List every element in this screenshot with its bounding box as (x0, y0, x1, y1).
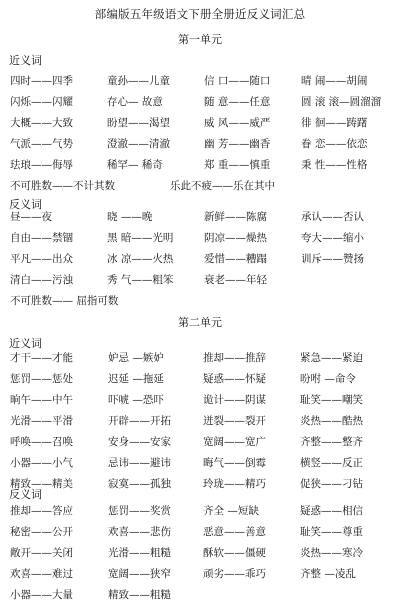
table-row (10, 91, 398, 112)
table-row (10, 521, 398, 542)
word-pair: 耻笑——嘲笑 (300, 394, 363, 406)
table-row (10, 563, 398, 584)
word-pair: 精致——精美 (10, 478, 73, 490)
word-pair: 欢喜——难过 (10, 568, 73, 580)
table-row (10, 206, 398, 227)
word-pair: 衰老——年轻 (204, 274, 267, 286)
word-pair: 光滑——平滑 (10, 415, 73, 427)
word-pair: 顽劣——乖巧 (203, 568, 266, 580)
word-pair: 齐整——整齐 (300, 436, 363, 448)
table-row (10, 368, 398, 389)
word-pair: 寂寞——孤独 (108, 478, 171, 490)
word-pair: 才干——才能 (10, 352, 73, 364)
table-row (10, 347, 398, 368)
word-pair: 小器——小气 (10, 457, 73, 469)
unit1-heading: 第一单元 (178, 33, 222, 46)
word-pair: 疑惑——相信 (300, 505, 363, 517)
word-pair: 吓唬 —恐吓 (108, 394, 164, 406)
word-pair: 幽 芳——幽香 (204, 138, 271, 150)
word-pair: 存心— 故意 (107, 96, 163, 108)
word-pair: 秘密——公开 (10, 526, 73, 538)
table-row (10, 154, 398, 175)
word-pair: 不可胜数——不计其数 (10, 180, 115, 192)
word-pair: 昼——夜 (10, 211, 52, 223)
unit2-antonyms-grid (10, 500, 398, 605)
table-row (10, 584, 398, 605)
unit2-synonyms-label: 近义词 (9, 337, 42, 350)
word-pair: 宽阔——狭窄 (108, 568, 171, 580)
word-pair: 威 风——威严 (204, 117, 271, 129)
word-pair: 爱惜——糟蹋 (204, 253, 267, 265)
unit1-synonyms-grid (10, 70, 398, 175)
word-pair: 珐琅——侮辱 (10, 159, 73, 171)
word-pair: 随 意——任意 (204, 96, 271, 108)
word-pair: 训斥——赞扬 (301, 253, 364, 265)
word-pair: 玲珑——精巧 (203, 478, 266, 490)
word-pair: 四时——四季 (10, 75, 73, 87)
word-pair: 精致——粗糙 (108, 589, 171, 601)
table-row (10, 70, 398, 91)
word-pair: 炎热——酷热 (300, 415, 363, 427)
word-pair: 眷 恋——依恋 (301, 138, 368, 150)
word-pair: 冰 凉——火热 (107, 253, 174, 265)
word-pair: 酥软——僵硬 (203, 547, 266, 559)
word-pair: 呼唤——召唤 (10, 436, 73, 448)
word-pair: 气派——气势 (10, 138, 73, 150)
word-pair: 小器——大量 (10, 589, 73, 601)
word-pair: 阴凉——燥热 (204, 232, 267, 244)
unit2-heading: 第二单元 (178, 316, 222, 329)
page-title: 部编版五年级语文下册全册近反义词汇总 (94, 7, 306, 21)
word-pair: 疑惑——怀疑 (203, 373, 266, 385)
table-row (10, 500, 398, 521)
word-pair: 澄澈——清澈 (107, 138, 170, 150)
table-row (10, 269, 398, 290)
word-pair: 耻笑——尊重 (300, 526, 363, 538)
word-pair: 齐整 —凌乱 (300, 568, 356, 580)
word-pair: 紧急——紧迫 (300, 352, 363, 364)
word-pair: 晦气——倒霉 (203, 457, 266, 469)
table-row (10, 112, 398, 133)
unit1-antonyms-last-row (10, 290, 398, 311)
word-pair: 敞开——关闭 (10, 547, 73, 559)
word-pair: 诡计——阴谋 (203, 394, 266, 406)
word-pair: 秉 性——性格 (301, 159, 368, 171)
word-pair: 童孙——儿童 (107, 75, 170, 87)
word-pair: 晴 闹——胡闹 (301, 75, 368, 87)
unit2-synonyms-grid (10, 347, 398, 494)
word-pair: 不可胜数—— 屈指可数 (10, 295, 119, 307)
unit1-antonyms-label: 反义词 (9, 198, 42, 211)
word-pair: 承认——否认 (301, 211, 364, 223)
word-pair: 稀罕— 稀奇 (107, 159, 163, 171)
word-pair: 徘 徊——踌躇 (301, 117, 368, 129)
word-pair: 宽阔——宽广 (203, 436, 266, 448)
word-pair: 迸裂——裂开 (203, 415, 266, 427)
word-pair: 开辟——开拓 (108, 415, 171, 427)
word-pair: 推却——答应 (10, 505, 73, 517)
word-pair: 惩罚——惩处 (10, 373, 73, 385)
word-pair: 促狭——刁钻 (300, 478, 363, 490)
word-pair: 圆 滚 滚—圆溜溜 (301, 96, 382, 108)
word-pair: 炎热——寒冷 (300, 547, 363, 559)
word-pair: 推却——推辞 (203, 352, 266, 364)
table-row (10, 410, 398, 431)
word-pair: 自由——禁锢 (10, 232, 73, 244)
word-pair: 晌午——中午 (10, 394, 73, 406)
word-pair: 平凡——出众 (10, 253, 73, 265)
word-pair: 盼望——渴望 (107, 117, 170, 129)
table-row (10, 431, 398, 452)
unit1-synonyms-label: 近义词 (9, 54, 42, 67)
word-pair: 夸大——缩小 (301, 232, 364, 244)
word-pair: 欢喜——悲伤 (108, 526, 171, 538)
word-pair: 黑 暗——光明 (107, 232, 174, 244)
word-pair: 光滑——粗糙 (108, 547, 171, 559)
word-pair: 新鲜——陈腐 (204, 211, 267, 223)
table-row (10, 542, 398, 563)
word-pair: 恶意——善意 (203, 526, 266, 538)
word-pair: 横竖——反正 (300, 457, 363, 469)
word-pair: 妒忌 —嫉妒 (108, 352, 164, 364)
word-pair: 郑 重——慎重 (204, 159, 271, 171)
unit1-antonyms-grid (10, 206, 398, 290)
word-pair: 迟延 —拖延 (108, 373, 164, 385)
table-row (10, 452, 398, 473)
word-pair: 清白——污浊 (10, 274, 73, 286)
word-pair: 信 口——随口 (204, 75, 271, 87)
word-pair: 忌讳——避讳 (108, 457, 171, 469)
table-row (10, 389, 398, 410)
word-pair: 吩咐 —命令 (300, 373, 356, 385)
unit2-antonyms-label: 反义词 (9, 488, 42, 501)
word-pair: 齐全 —短缺 (203, 505, 259, 517)
word-pair: 乐此不疲——乐在其中 (170, 180, 275, 192)
unit1-synonyms-last-row (10, 175, 398, 196)
word-pair: 闪烁——闪耀 (10, 96, 73, 108)
word-pair: 晓 ——晚 (107, 211, 153, 223)
table-row (10, 133, 398, 154)
table-row (10, 227, 398, 248)
word-pair: 安身——安家 (108, 436, 171, 448)
word-pair: 秀 气——粗笨 (107, 274, 174, 286)
word-pair: 大概——大致 (10, 117, 73, 129)
table-row (10, 473, 398, 494)
table-row (10, 248, 398, 269)
word-pair: 惩罚——奖赏 (108, 505, 171, 517)
